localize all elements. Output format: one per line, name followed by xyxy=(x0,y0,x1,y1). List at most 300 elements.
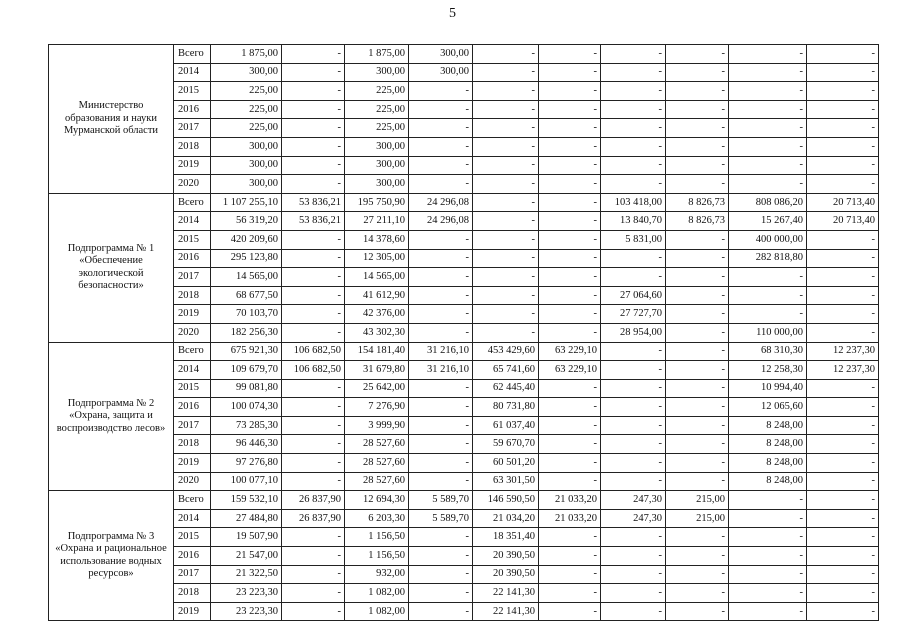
value-cell: 43 302,30 xyxy=(345,323,409,342)
value-cell: - xyxy=(601,137,666,156)
value-cell: - xyxy=(282,45,345,64)
value-cell: - xyxy=(601,342,666,361)
year-cell: 2018 xyxy=(174,286,211,305)
value-cell: - xyxy=(666,528,729,547)
value-cell: - xyxy=(539,379,601,398)
value-cell: - xyxy=(601,45,666,64)
value-cell: 27 211,10 xyxy=(345,212,409,231)
value-cell: - xyxy=(666,230,729,249)
value-cell: - xyxy=(282,528,345,547)
value-cell: - xyxy=(807,565,879,584)
value-cell: 22 141,30 xyxy=(473,584,539,603)
value-cell: 24 296,08 xyxy=(409,193,473,212)
value-cell: 154 181,40 xyxy=(345,342,409,361)
program-name-cell: Подпрограмма № 2 «Охрана, защита и воспроизводство лесов» xyxy=(49,342,174,491)
value-cell: - xyxy=(282,435,345,454)
value-cell: - xyxy=(666,45,729,64)
value-cell: 56 319,20 xyxy=(211,212,282,231)
value-cell: 182 256,30 xyxy=(211,323,282,342)
value-cell: - xyxy=(282,156,345,175)
value-cell: - xyxy=(666,137,729,156)
year-cell: Всего xyxy=(174,342,211,361)
table-row xyxy=(49,100,879,119)
value-cell: - xyxy=(409,286,473,305)
value-cell: 932,00 xyxy=(345,565,409,584)
value-cell: 62 445,40 xyxy=(473,379,539,398)
table-row xyxy=(49,379,879,398)
value-cell: - xyxy=(601,100,666,119)
table-row xyxy=(49,82,879,101)
value-cell: - xyxy=(666,547,729,566)
table-row xyxy=(49,565,879,584)
year-cell: 2019 xyxy=(174,454,211,473)
value-cell: - xyxy=(409,416,473,435)
value-cell: 42 376,00 xyxy=(345,305,409,324)
value-cell: - xyxy=(807,398,879,417)
value-cell: 23 223,30 xyxy=(211,584,282,603)
value-cell: - xyxy=(666,305,729,324)
value-cell: - xyxy=(409,323,473,342)
value-cell: - xyxy=(666,268,729,287)
table-row xyxy=(49,230,879,249)
value-cell: 27 727,70 xyxy=(601,305,666,324)
value-cell: - xyxy=(807,472,879,491)
value-cell: 300,00 xyxy=(211,156,282,175)
value-cell: - xyxy=(409,472,473,491)
value-cell: 195 750,90 xyxy=(345,193,409,212)
value-cell: 453 429,60 xyxy=(473,342,539,361)
value-cell: - xyxy=(539,528,601,547)
value-cell: 19 507,90 xyxy=(211,528,282,547)
value-cell: 5 589,70 xyxy=(409,491,473,510)
value-cell: 110 000,00 xyxy=(729,323,807,342)
value-cell: - xyxy=(666,565,729,584)
value-cell: 12 258,30 xyxy=(729,361,807,380)
year-cell: 2018 xyxy=(174,435,211,454)
table-row xyxy=(49,454,879,473)
value-cell: - xyxy=(539,472,601,491)
table-row xyxy=(49,342,879,361)
value-cell: 97 276,80 xyxy=(211,454,282,473)
value-cell: 61 037,40 xyxy=(473,416,539,435)
value-cell: - xyxy=(409,398,473,417)
table-row xyxy=(49,119,879,138)
value-cell: - xyxy=(409,268,473,287)
year-cell: 2020 xyxy=(174,175,211,194)
table-row xyxy=(49,416,879,435)
value-cell: - xyxy=(666,361,729,380)
value-cell: 12 237,30 xyxy=(807,361,879,380)
value-cell: 225,00 xyxy=(345,119,409,138)
table-row xyxy=(49,602,879,621)
value-cell: - xyxy=(409,584,473,603)
value-cell: - xyxy=(807,230,879,249)
value-cell: - xyxy=(729,305,807,324)
value-cell: - xyxy=(729,268,807,287)
value-cell: - xyxy=(539,119,601,138)
value-cell: - xyxy=(807,416,879,435)
value-cell: 20 390,50 xyxy=(473,547,539,566)
value-cell: - xyxy=(601,361,666,380)
value-cell: 28 527,60 xyxy=(345,454,409,473)
value-cell: 99 081,80 xyxy=(211,379,282,398)
budget-table xyxy=(48,44,879,621)
value-cell: - xyxy=(729,156,807,175)
value-cell: - xyxy=(729,528,807,547)
table-row xyxy=(49,361,879,380)
value-cell: 5 589,70 xyxy=(409,509,473,528)
value-cell: 300,00 xyxy=(409,63,473,82)
value-cell: - xyxy=(539,286,601,305)
value-cell: - xyxy=(473,119,539,138)
value-cell: - xyxy=(666,379,729,398)
value-cell: 20 713,40 xyxy=(807,212,879,231)
value-cell: 26 837,90 xyxy=(282,491,345,510)
value-cell: 21 033,20 xyxy=(539,491,601,510)
value-cell: 8 826,73 xyxy=(666,212,729,231)
value-cell: 675 921,30 xyxy=(211,342,282,361)
value-cell: 59 670,70 xyxy=(473,435,539,454)
value-cell: - xyxy=(282,305,345,324)
value-cell: - xyxy=(807,249,879,268)
value-cell: - xyxy=(539,63,601,82)
value-cell: - xyxy=(666,342,729,361)
value-cell: - xyxy=(473,323,539,342)
value-cell: 21 322,50 xyxy=(211,565,282,584)
value-cell: 225,00 xyxy=(211,100,282,119)
value-cell: - xyxy=(601,528,666,547)
value-cell: 420 209,60 xyxy=(211,230,282,249)
value-cell: 215,00 xyxy=(666,491,729,510)
value-cell: - xyxy=(282,63,345,82)
year-cell: Всего xyxy=(174,45,211,64)
value-cell: - xyxy=(282,249,345,268)
value-cell: 65 741,60 xyxy=(473,361,539,380)
value-cell: - xyxy=(409,602,473,621)
value-cell: 68 310,30 xyxy=(729,342,807,361)
value-cell: - xyxy=(666,63,729,82)
value-cell: - xyxy=(729,584,807,603)
value-cell: - xyxy=(539,565,601,584)
value-cell: - xyxy=(601,416,666,435)
year-cell: 2015 xyxy=(174,82,211,101)
value-cell: - xyxy=(539,602,601,621)
value-cell: - xyxy=(282,137,345,156)
value-cell: - xyxy=(539,82,601,101)
value-cell: - xyxy=(601,565,666,584)
value-cell: 28 527,60 xyxy=(345,472,409,491)
year-cell: 2019 xyxy=(174,602,211,621)
value-cell: - xyxy=(282,175,345,194)
value-cell: - xyxy=(666,416,729,435)
value-cell: 63 301,50 xyxy=(473,472,539,491)
table-row xyxy=(49,175,879,194)
value-cell: 96 446,30 xyxy=(211,435,282,454)
value-cell: - xyxy=(729,175,807,194)
value-cell: 3 999,90 xyxy=(345,416,409,435)
value-cell: - xyxy=(807,137,879,156)
table-row xyxy=(49,286,879,305)
value-cell: - xyxy=(601,268,666,287)
value-cell: - xyxy=(601,379,666,398)
value-cell: - xyxy=(666,82,729,101)
value-cell: - xyxy=(539,45,601,64)
value-cell: 68 677,50 xyxy=(211,286,282,305)
value-cell: 300,00 xyxy=(345,175,409,194)
value-cell: - xyxy=(666,119,729,138)
value-cell: 300,00 xyxy=(345,63,409,82)
value-cell: 225,00 xyxy=(345,100,409,119)
value-cell: 8 248,00 xyxy=(729,416,807,435)
value-cell: - xyxy=(666,286,729,305)
value-cell: - xyxy=(601,156,666,175)
value-cell: - xyxy=(409,249,473,268)
value-cell: - xyxy=(473,137,539,156)
value-cell: 215,00 xyxy=(666,509,729,528)
value-cell: - xyxy=(807,491,879,510)
value-cell: 146 590,50 xyxy=(473,491,539,510)
value-cell: 106 682,50 xyxy=(282,361,345,380)
year-cell: 2020 xyxy=(174,472,211,491)
value-cell: 295 123,80 xyxy=(211,249,282,268)
value-cell: - xyxy=(601,435,666,454)
value-cell: - xyxy=(473,286,539,305)
table-row xyxy=(49,305,879,324)
value-cell: 21 034,20 xyxy=(473,509,539,528)
value-cell: - xyxy=(409,119,473,138)
value-cell: - xyxy=(473,82,539,101)
value-cell: - xyxy=(666,323,729,342)
value-cell: - xyxy=(807,100,879,119)
value-cell: 1 082,00 xyxy=(345,584,409,603)
value-cell: - xyxy=(601,175,666,194)
value-cell: - xyxy=(539,398,601,417)
value-cell: - xyxy=(807,156,879,175)
value-cell: 14 565,00 xyxy=(211,268,282,287)
value-cell: 300,00 xyxy=(211,137,282,156)
value-cell: - xyxy=(473,45,539,64)
value-cell: - xyxy=(729,602,807,621)
value-cell: - xyxy=(409,435,473,454)
value-cell: - xyxy=(473,305,539,324)
year-cell: 2017 xyxy=(174,268,211,287)
value-cell: 63 229,10 xyxy=(539,361,601,380)
value-cell: 247,30 xyxy=(601,509,666,528)
value-cell: 20 390,50 xyxy=(473,565,539,584)
value-cell: 1 875,00 xyxy=(211,45,282,64)
value-cell: - xyxy=(807,45,879,64)
year-cell: 2017 xyxy=(174,565,211,584)
table-row xyxy=(49,193,879,212)
year-cell: 2019 xyxy=(174,305,211,324)
value-cell: - xyxy=(282,82,345,101)
value-cell: - xyxy=(807,286,879,305)
value-cell: - xyxy=(807,323,879,342)
value-cell: 1 156,50 xyxy=(345,547,409,566)
value-cell: - xyxy=(539,230,601,249)
value-cell: 18 351,40 xyxy=(473,528,539,547)
value-cell: - xyxy=(729,491,807,510)
value-cell: - xyxy=(601,584,666,603)
value-cell: 300,00 xyxy=(345,156,409,175)
table-row xyxy=(49,156,879,175)
value-cell: - xyxy=(282,584,345,603)
value-cell: 1 875,00 xyxy=(345,45,409,64)
value-cell: - xyxy=(729,137,807,156)
value-cell: - xyxy=(282,379,345,398)
table-row xyxy=(49,249,879,268)
value-cell: 73 285,30 xyxy=(211,416,282,435)
value-cell: - xyxy=(807,175,879,194)
value-cell: 31 216,10 xyxy=(409,361,473,380)
value-cell: - xyxy=(601,82,666,101)
value-cell: - xyxy=(282,268,345,287)
value-cell: 8 248,00 xyxy=(729,454,807,473)
value-cell: 8 248,00 xyxy=(729,472,807,491)
value-cell: - xyxy=(807,509,879,528)
value-cell: - xyxy=(729,547,807,566)
table-row xyxy=(49,212,879,231)
value-cell: - xyxy=(666,602,729,621)
year-cell: 2015 xyxy=(174,379,211,398)
value-cell: - xyxy=(473,193,539,212)
value-cell: - xyxy=(539,416,601,435)
table-row xyxy=(49,435,879,454)
value-cell: 109 679,70 xyxy=(211,361,282,380)
value-cell: 103 418,00 xyxy=(601,193,666,212)
value-cell: - xyxy=(807,435,879,454)
value-cell: - xyxy=(473,230,539,249)
value-cell: - xyxy=(807,305,879,324)
value-cell: 300,00 xyxy=(211,175,282,194)
value-cell: 31 679,80 xyxy=(345,361,409,380)
value-cell: - xyxy=(409,528,473,547)
value-cell: 1 082,00 xyxy=(345,602,409,621)
value-cell: 27 484,80 xyxy=(211,509,282,528)
value-cell: 13 840,70 xyxy=(601,212,666,231)
value-cell: - xyxy=(282,398,345,417)
value-cell: 5 831,00 xyxy=(601,230,666,249)
table-row xyxy=(49,528,879,547)
value-cell: 282 818,80 xyxy=(729,249,807,268)
value-cell: - xyxy=(601,249,666,268)
table-row xyxy=(49,547,879,566)
value-cell: - xyxy=(473,100,539,119)
year-cell: 2016 xyxy=(174,249,211,268)
value-cell: - xyxy=(539,100,601,119)
value-cell: - xyxy=(807,547,879,566)
value-cell: 8 826,73 xyxy=(666,193,729,212)
year-cell: 2020 xyxy=(174,323,211,342)
value-cell: - xyxy=(539,268,601,287)
value-cell: 808 086,20 xyxy=(729,193,807,212)
value-cell: - xyxy=(409,82,473,101)
value-cell: 23 223,30 xyxy=(211,602,282,621)
value-cell: 21 547,00 xyxy=(211,547,282,566)
value-cell: 10 994,40 xyxy=(729,379,807,398)
value-cell: - xyxy=(666,249,729,268)
year-cell: 2016 xyxy=(174,398,211,417)
value-cell: 28 527,60 xyxy=(345,435,409,454)
value-cell: - xyxy=(282,100,345,119)
table-row xyxy=(49,398,879,417)
value-cell: 7 276,90 xyxy=(345,398,409,417)
table-row xyxy=(49,491,879,510)
value-cell: - xyxy=(282,547,345,566)
value-cell: 300,00 xyxy=(345,137,409,156)
value-cell: - xyxy=(666,454,729,473)
year-cell: 2018 xyxy=(174,137,211,156)
value-cell: - xyxy=(601,547,666,566)
program-name-cell: Подпрограмма № 1 «Обеспечение экологической безопасности» xyxy=(49,193,174,342)
value-cell: - xyxy=(282,119,345,138)
value-cell: - xyxy=(539,137,601,156)
value-cell: - xyxy=(539,454,601,473)
value-cell: 159 532,10 xyxy=(211,491,282,510)
value-cell: - xyxy=(282,472,345,491)
year-cell: 2017 xyxy=(174,119,211,138)
value-cell: 247,30 xyxy=(601,491,666,510)
value-cell: - xyxy=(807,63,879,82)
value-cell: - xyxy=(539,435,601,454)
year-cell: 2016 xyxy=(174,100,211,119)
value-cell: - xyxy=(539,212,601,231)
value-cell: 106 682,50 xyxy=(282,342,345,361)
value-cell: 63 229,10 xyxy=(539,342,601,361)
value-cell: - xyxy=(729,82,807,101)
year-cell: Всего xyxy=(174,193,211,212)
value-cell: - xyxy=(539,584,601,603)
value-cell: - xyxy=(539,249,601,268)
table-row xyxy=(49,45,879,64)
value-cell: 25 642,00 xyxy=(345,379,409,398)
table-row xyxy=(49,509,879,528)
value-cell: 12 065,60 xyxy=(729,398,807,417)
value-cell: 15 267,40 xyxy=(729,212,807,231)
value-cell: - xyxy=(473,249,539,268)
year-cell: 2014 xyxy=(174,212,211,231)
value-cell: 225,00 xyxy=(211,119,282,138)
value-cell: 12 694,30 xyxy=(345,491,409,510)
value-cell: 1 156,50 xyxy=(345,528,409,547)
value-cell: 26 837,90 xyxy=(282,509,345,528)
value-cell: - xyxy=(666,584,729,603)
value-cell: - xyxy=(601,119,666,138)
year-cell: 2019 xyxy=(174,156,211,175)
value-cell: - xyxy=(601,454,666,473)
value-cell: - xyxy=(282,323,345,342)
value-cell: - xyxy=(807,584,879,603)
value-cell: 20 713,40 xyxy=(807,193,879,212)
value-cell: 27 064,60 xyxy=(601,286,666,305)
value-cell: - xyxy=(729,45,807,64)
value-cell: 225,00 xyxy=(211,82,282,101)
year-cell: Всего xyxy=(174,491,211,510)
value-cell: - xyxy=(409,230,473,249)
value-cell: - xyxy=(666,100,729,119)
value-cell: - xyxy=(807,268,879,287)
value-cell: - xyxy=(807,82,879,101)
value-cell: 12 237,30 xyxy=(807,342,879,361)
value-cell: - xyxy=(282,454,345,473)
value-cell: 100 077,10 xyxy=(211,472,282,491)
value-cell: - xyxy=(807,602,879,621)
value-cell: - xyxy=(729,565,807,584)
value-cell: 14 378,60 xyxy=(345,230,409,249)
value-cell: 225,00 xyxy=(345,82,409,101)
year-cell: 2014 xyxy=(174,63,211,82)
value-cell: - xyxy=(409,547,473,566)
